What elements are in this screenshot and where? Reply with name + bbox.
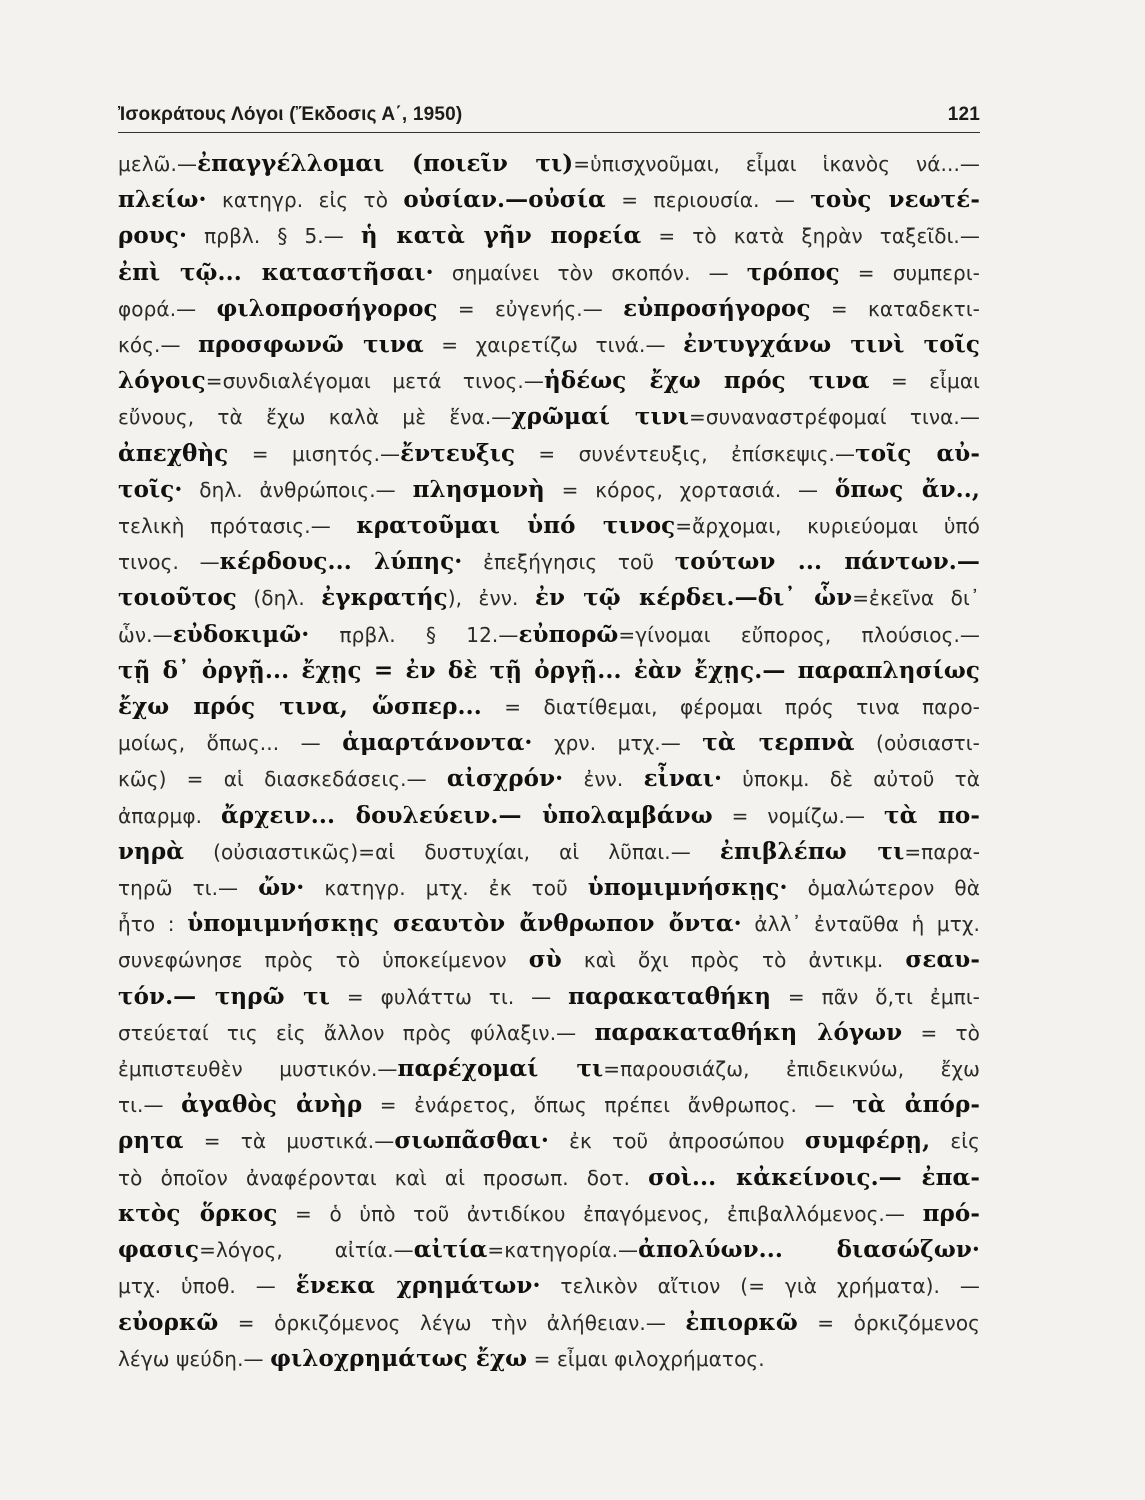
lemma-term: παρακαταθήκη λόγων	[594, 1018, 903, 1046]
gloss-text: τελικὸν αἴτιον (= γιὰ χρήματα). —	[540, 1274, 980, 1299]
text-line	[118, 689, 980, 725]
text-line	[118, 1051, 980, 1087]
gloss-text: = εἶμαι	[869, 369, 981, 394]
gloss-text: = φυλάττω τι. —	[329, 984, 569, 1009]
gloss-text: κός.—	[118, 333, 199, 358]
lemma-term: ἡδέως ἔχω πρός τινα	[543, 367, 870, 395]
gloss-text: ἐπεξήγησις τοῦ	[462, 550, 675, 575]
gloss-text: τινος. —	[118, 550, 220, 575]
lemma-term: ὅπως ἄν..,	[834, 475, 980, 503]
text-line	[118, 1087, 980, 1123]
lemma-term: αἰτία	[413, 1236, 488, 1264]
lemma-term: ὤν·	[258, 874, 305, 902]
text-line	[118, 617, 980, 653]
gloss-text: = τὸ	[902, 1020, 981, 1045]
gloss-text: μτχ. ὑποθ. —	[118, 1274, 296, 1299]
lemma-term: τοὺς νεωτέ-	[810, 186, 980, 214]
lemma-term: ἀγαθὸς ἀνὴρ	[181, 1091, 363, 1119]
gloss-text: ἀπαρμφ.	[118, 803, 221, 828]
text-line	[118, 182, 980, 218]
text-line	[118, 1341, 980, 1377]
text-line	[118, 436, 980, 472]
gloss-text: =ὑπισχνοῦμαι, εἶμαι ἱκανὸς νά...—	[573, 152, 981, 176]
text-line	[118, 870, 980, 906]
running-header	[118, 104, 980, 133]
lemma-term: ἁμαρτάνοντα·	[342, 729, 533, 757]
gloss-text: = καταδεκτι-	[810, 296, 980, 321]
text-line	[118, 472, 980, 508]
lemma-term: φασις	[118, 1236, 200, 1264]
lemma-term: πλείω·	[118, 186, 207, 214]
gloss-text: ἀλλ᾽ ἐνταῦθα ἡ μτχ.	[741, 912, 980, 937]
text-line	[118, 544, 980, 580]
lemma-term: τόν.— τηρῶ τι	[118, 982, 330, 1010]
lemma-term: ἀπεχθὴς	[118, 439, 229, 467]
lemma-term: φιλοχρημάτως ἔχω	[270, 1344, 528, 1372]
gloss-text: λέγω ψεύδη.—	[118, 1346, 271, 1371]
gloss-text: τηρῶ τι.—	[118, 876, 259, 901]
gloss-text: =παρουσιάζω, ἐπιδεικνύω, ἔχω	[603, 1057, 980, 1082]
gloss-text: = μισητός.—	[228, 441, 401, 466]
lemma-term: πρό-	[922, 1199, 980, 1227]
gloss-text: = ὁρκιζόμενος	[797, 1310, 980, 1335]
gloss-text: =συνδιαλέγομαι μετά τινος.—	[205, 369, 544, 394]
gloss-text: στεύεταί τις εἰς ἄλλον πρὸς φύλαξιν.—	[118, 1020, 595, 1045]
text-line	[118, 761, 980, 797]
gloss-text: καὶ ὄχι πρὸς τὸ ἀντικμ.	[561, 948, 906, 973]
lemma-term: αἰσχρόν·	[446, 765, 564, 793]
lemma-term: τρόπος	[746, 258, 840, 286]
text-line	[118, 363, 980, 399]
lemma-term: ἐγκρατής	[321, 584, 448, 612]
gloss-text: = τὸ κατὰ ξηρὰν ταξεῖδι.—	[641, 224, 980, 249]
gloss-text: ὧν.—	[118, 622, 173, 647]
gloss-text: = ἐνάρετος, ὅπως πρέπει ἄνθρωπος. —	[362, 1093, 853, 1118]
gloss-text: τελικὴ πρότασις.—	[118, 514, 357, 539]
gloss-text: =γίνομαι εὔπορος, πλούσιος.—	[618, 622, 981, 647]
gloss-text: (οὐσιαστικῶς)=αἱ δυστυχίαι, αἱ λῦπαι.—	[184, 839, 720, 864]
lemma-term: τῇ δ᾽ ὀργῇ... ἔχῃς = ἐν δὲ τῇ ὀργῇ... ἐὰν ἔχῃς.— παραπλησίως	[118, 656, 980, 684]
gloss-text: (οὐσιαστι-	[854, 731, 980, 756]
lemma-term: προσφωνῶ τινα	[198, 331, 424, 359]
text-line	[118, 1123, 980, 1159]
commentary-text	[118, 146, 980, 1377]
gloss-text: ὑποκμ. δὲ αὐτοῦ τὰ	[722, 767, 980, 792]
lemma-term: σὺ	[528, 946, 562, 974]
gloss-text: =κατηγορία.—	[487, 1238, 639, 1263]
lemma-term: ἐπιορκῶ	[685, 1308, 798, 1336]
gloss-text: τὸ ὁποῖον ἀναφέρονται καὶ αἱ προσωπ. δοτ.	[118, 1165, 649, 1190]
gloss-text: ὁμαλώτερον θὰ	[787, 876, 980, 901]
lemma-term: εὐπροσήγορος	[623, 294, 811, 322]
lemma-term: πλησμονὴ	[412, 475, 545, 503]
lemma-term: συμφέρῃ,	[804, 1127, 931, 1155]
gloss-text: συνεφώνησε πρὸς τὸ ὑποκείμενον	[118, 948, 529, 973]
lemma-term: σεαυ-	[905, 946, 980, 974]
gloss-text: =παρα-	[904, 839, 981, 864]
gloss-text: = νομίζω.—	[712, 803, 885, 828]
text-line	[118, 653, 980, 689]
lemma-term: χρῶμαί τινι	[511, 403, 689, 431]
gloss-text: = ὁ ὑπὸ τοῦ ἀντιδίκου ἐπαγόμενος, ἐπιβαλλόμενος.—	[277, 1201, 923, 1226]
lemma-term: ἕνεκα χρημάτων·	[295, 1272, 541, 1300]
gloss-text: = διατίθεμαι, φέρομαι πρός τινα παρο-	[481, 695, 981, 720]
lemma-term: ἔντευξις	[400, 439, 516, 467]
gloss-text: τι.—	[118, 1093, 182, 1118]
text-line	[118, 798, 980, 834]
header-title: Ἰσοκράτους Λόγοι (Ἔκδοσις Α΄, 1950)	[118, 104, 463, 125]
gloss-text: πρβλ. § 5.—	[187, 224, 361, 249]
lemma-term: ἀπολύων... διασώζων·	[638, 1236, 980, 1264]
text-line	[118, 291, 980, 327]
text-line	[118, 508, 980, 544]
gloss-text: = συμπερι-	[839, 260, 981, 285]
lemma-term: ἐπὶ τῷ... καταστῆσαι·	[118, 258, 434, 286]
lemma-term: οὐσίαν.—οὐσία	[403, 186, 606, 214]
page-number: 121	[947, 104, 980, 125]
text-line	[118, 1268, 980, 1304]
lemma-term: παρακαταθήκη	[568, 982, 772, 1010]
text-line	[118, 1015, 980, 1051]
gloss-text: εὔνους, τὰ ἔχω καλὰ μὲ ἕνα.—	[118, 405, 512, 430]
gloss-text: =ἐκεῖνα δι᾽	[852, 586, 980, 611]
lemma-term: ὑπομιμνήσκῃς σεαυτὸν ἄνθρωπον ὄντα·	[187, 910, 742, 938]
lemma-term: ἔχω πρός τινα, ὥσπερ...	[118, 693, 482, 721]
lemma-term: ἐντυγχάνω τινὶ τοῖς	[683, 331, 980, 359]
gloss-text: ἐνν.	[563, 767, 644, 792]
lemma-term: τοιοῦτος	[118, 584, 237, 612]
text-line	[118, 255, 980, 291]
text-line	[118, 725, 980, 761]
text-line	[118, 399, 980, 435]
lemma-term: ἐπαγγέλλομαι (ποιεῖν τι)	[197, 150, 574, 177]
lemma-term: σιωπᾶσθαι·	[394, 1127, 549, 1155]
gloss-text: σημαίνει τὸν σκοπόν. —	[433, 260, 747, 285]
lemma-term: παρέχομαί τι	[397, 1055, 604, 1083]
lemma-term: λόγοις	[118, 367, 206, 395]
lemma-term: φιλοπροσήγορος	[216, 294, 438, 322]
gloss-text: = ὁρκιζόμενος λέγω τὴν ἀλήθειαν.—	[218, 1310, 686, 1335]
gloss-text: = κόρος, χορτασιά. —	[544, 477, 835, 502]
gloss-text: =ἄρχομαι, κυριεύομαι ὑπό	[675, 514, 980, 539]
gloss-text: κατηγρ. εἰς τὸ	[206, 188, 404, 213]
text-line	[118, 1160, 980, 1196]
text-line	[118, 327, 980, 363]
gloss-text: κῶς) = αἱ διασκεδάσεις.—	[118, 767, 447, 792]
gloss-text: χρν. μτχ.—	[532, 731, 703, 756]
text-line	[118, 146, 980, 182]
lemma-term: τὰ πο-	[884, 801, 980, 829]
lemma-term: ἡ κατὰ γῆν πορεία	[360, 222, 642, 250]
text-line	[118, 1305, 980, 1341]
gloss-text: μελῶ.—	[118, 152, 198, 176]
text-line	[118, 218, 980, 254]
gloss-text: = περιουσία. —	[605, 188, 811, 213]
lemma-term: τοῖς·	[118, 475, 183, 503]
text-line	[118, 1232, 980, 1268]
gloss-text: κατηγρ. μτχ. ἐκ τοῦ	[304, 876, 588, 901]
lemma-term: τὰ ἀπόρ-	[852, 1091, 980, 1119]
text-line	[118, 834, 980, 870]
gloss-text: πρβλ. § 12.—	[309, 622, 519, 647]
lemma-term: κτὸς ὅρκος	[118, 1199, 278, 1227]
lemma-term: τὰ τερπνὰ	[702, 729, 855, 757]
gloss-text: δηλ. ἀνθρώποις.—	[182, 477, 413, 502]
lemma-term: ρους·	[118, 222, 188, 250]
lemma-term: τούτων ... πάντων.—	[674, 548, 980, 576]
text-line	[118, 906, 980, 942]
lemma-term: ὑπομιμνήσκῃς·	[587, 874, 788, 902]
lemma-term: ρητα	[118, 1127, 184, 1155]
gloss-text: μοίως, ὅπως... —	[118, 731, 343, 756]
gloss-text: = τὰ μυστικά.—	[183, 1129, 395, 1154]
lemma-term: εὐορκῶ	[118, 1308, 219, 1336]
text-line	[118, 580, 980, 616]
gloss-text: εἰς	[930, 1129, 980, 1154]
lemma-term: ἄρχειν... δουλεύειν.— ὑπολαμβάνω	[221, 801, 713, 829]
lemma-term: κέρδους... λύπης·	[219, 548, 463, 576]
text-line	[118, 1196, 980, 1232]
gloss-text: (δηλ.	[236, 586, 322, 611]
gloss-text: ), ἐνν.	[447, 586, 535, 611]
lemma-term: εὐδοκιμῶ·	[172, 620, 310, 648]
text-line	[118, 942, 980, 978]
gloss-text: = συνέντευξις, ἐπίσκεψις.—	[515, 441, 856, 466]
text-line	[118, 979, 980, 1015]
gloss-text: = εὐγενής.—	[437, 296, 624, 321]
gloss-text: = εἶμαι φιλοχρήματος.	[527, 1346, 765, 1371]
gloss-text: ἐμπιστευθὲν μυστικόν.—	[118, 1057, 398, 1082]
gloss-text: = χαιρετίζω τινά.—	[423, 333, 684, 358]
lemma-term: σοὶ... κἀκείνοις.— ἐπα-	[648, 1163, 980, 1191]
gloss-text: = πᾶν ὅ,τι ἐμπι-	[771, 984, 980, 1009]
lemma-term: νηρὰ	[118, 837, 185, 865]
lemma-term: τοῖς αὐ-	[855, 439, 980, 467]
gloss-text: φορά.—	[118, 296, 217, 321]
gloss-text: =λόγος, αἰτία.—	[199, 1238, 414, 1263]
gloss-text: ἐκ τοῦ ἀπροσώπου	[548, 1129, 805, 1154]
gloss-text: ἦτο :	[118, 912, 188, 937]
lemma-term: ἐπιβλέπω τι	[719, 837, 905, 865]
lemma-term: εὐπορῶ	[518, 620, 619, 648]
gloss-text: =συναναστρέφομαί τινα.—	[688, 405, 980, 430]
lemma-term: ἐν τῷ κέρδει.—δι᾽ ὧν	[534, 584, 853, 612]
lemma-term: εἶναι·	[643, 765, 723, 793]
lemma-term: κρατοῦμαι ὑπό τινος	[356, 512, 676, 540]
